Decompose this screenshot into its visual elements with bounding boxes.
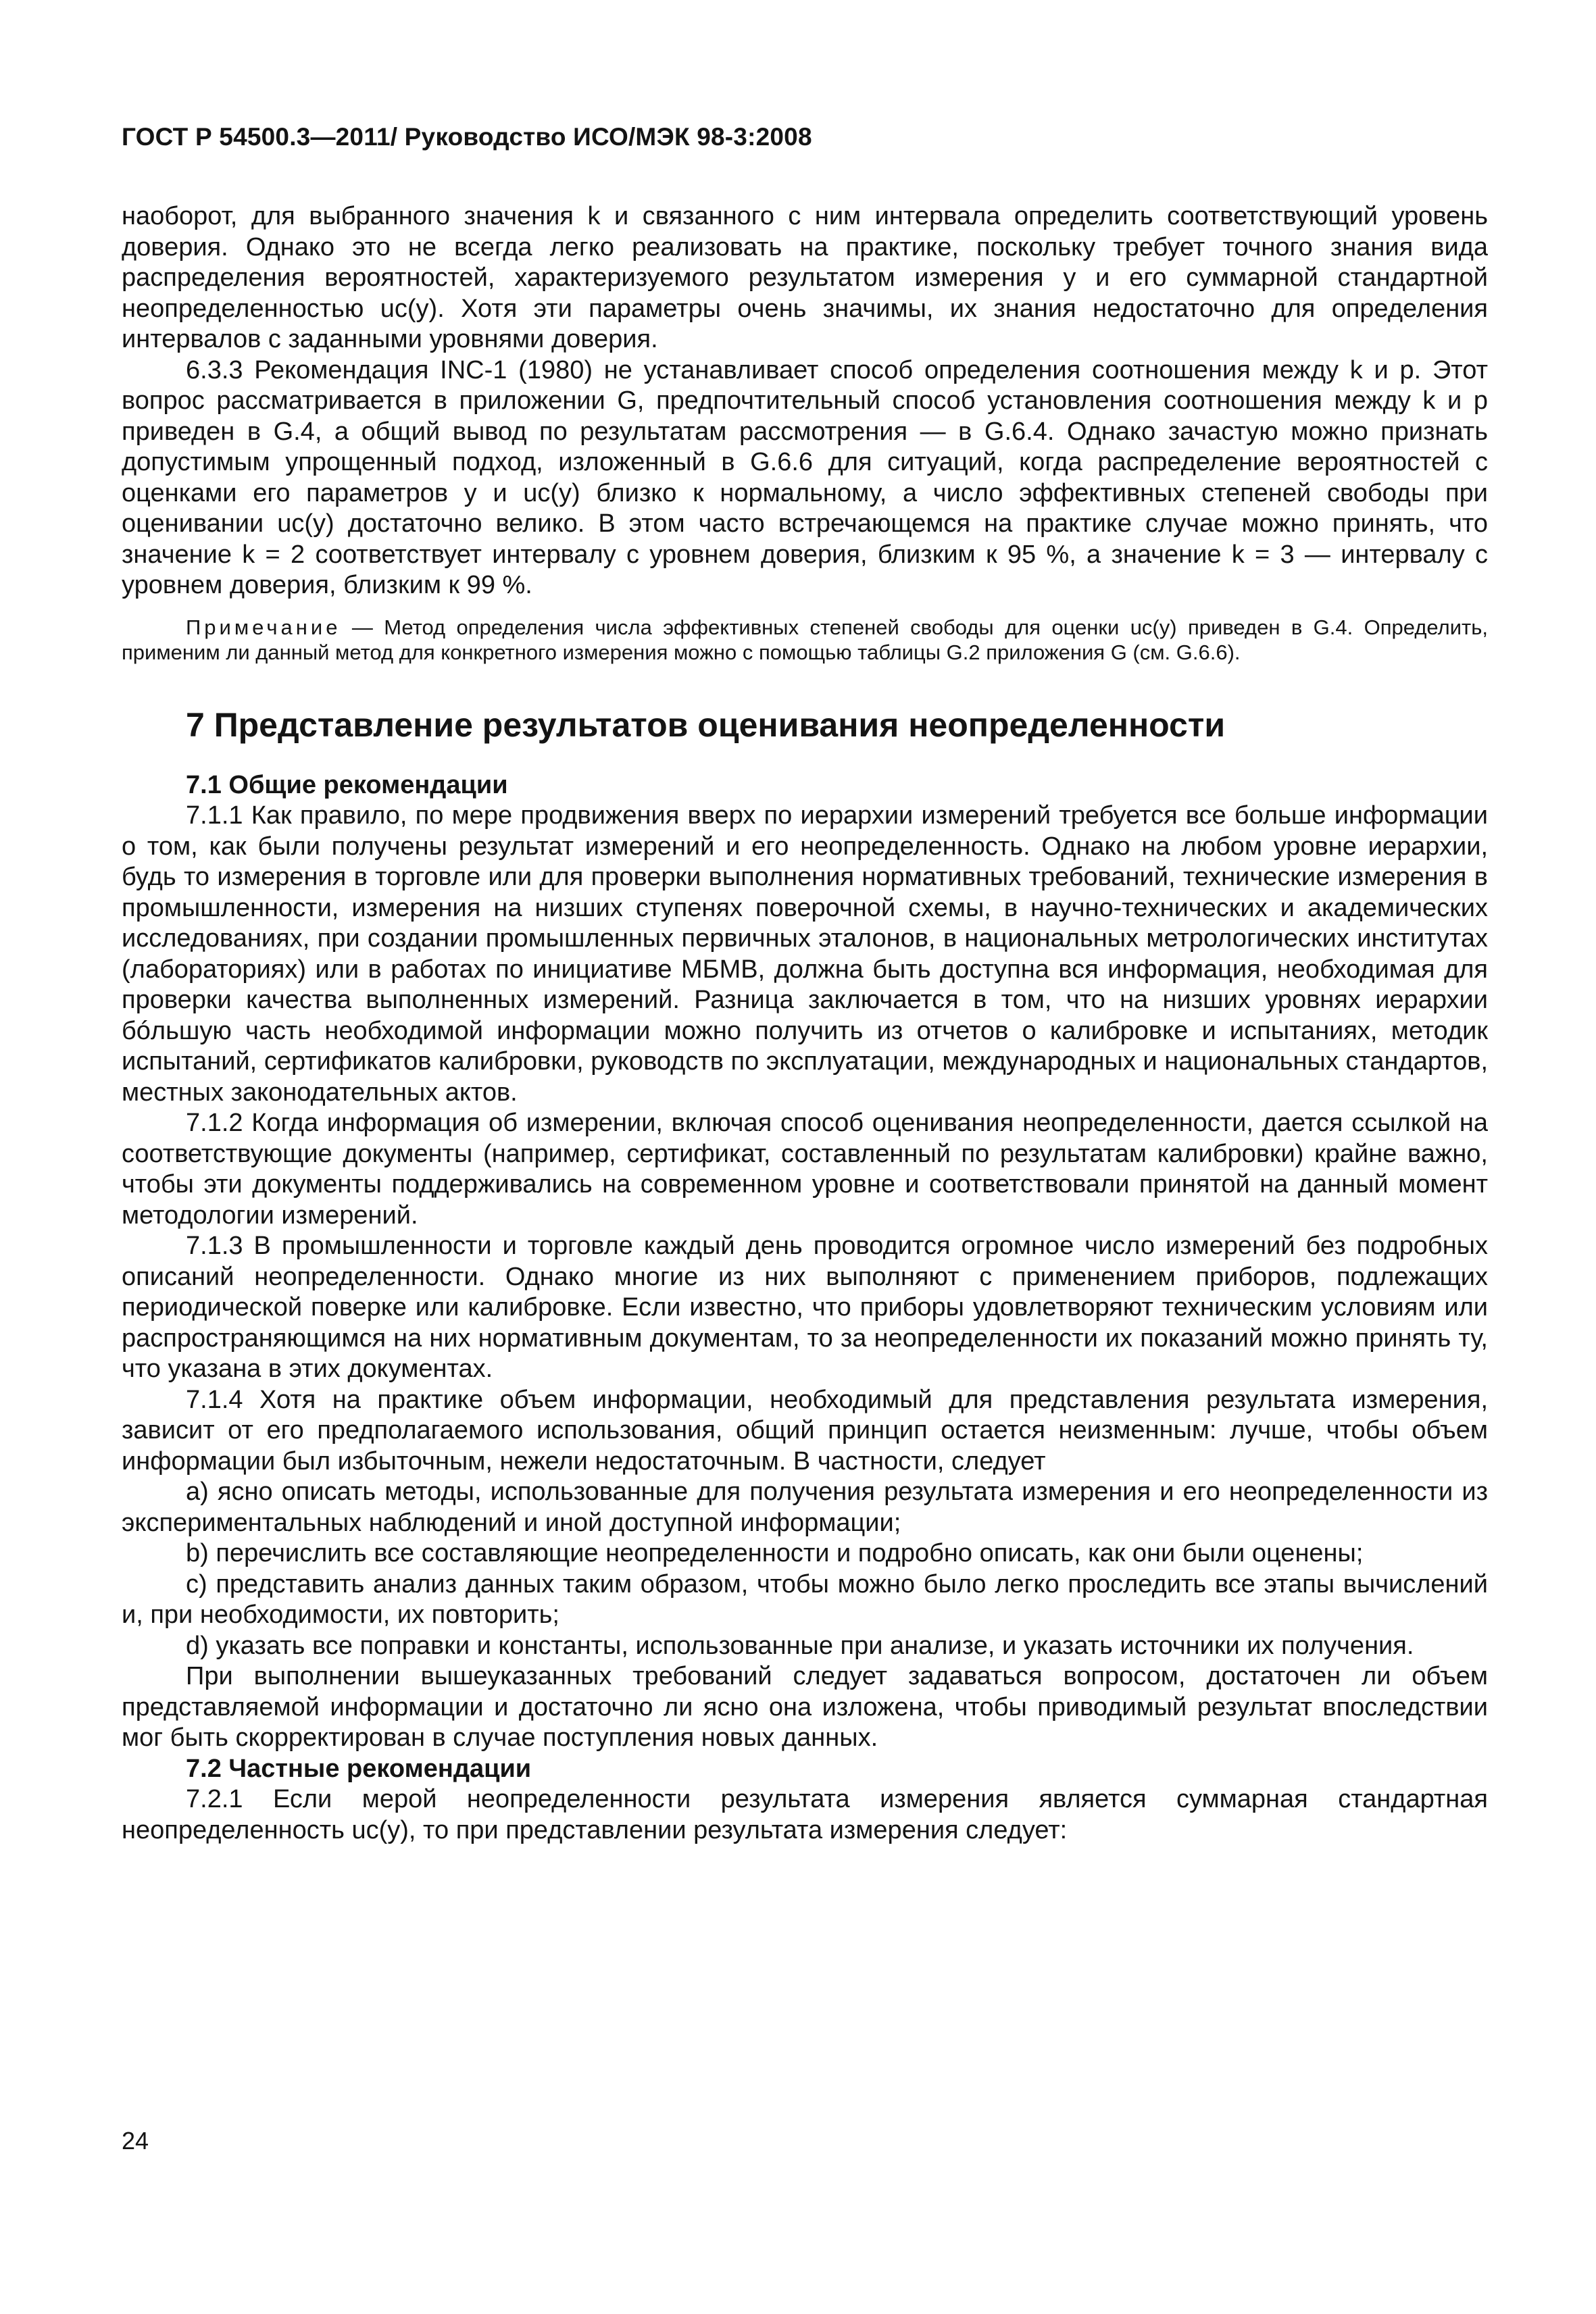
paragraph-requirements: При выполнении вышеуказанных требований следует задаваться вопросом, достаточен ли объем представляемой информации и достаточно ли ясно она изложена, чтобы приводимый результат впоследствии мог быть скорректирован в случае поступления новых данных.	[122, 1662, 1488, 1752]
page-number: 24	[122, 2127, 149, 2155]
paragraph-continuation: наоборот, для выбранного значения k и связанного с ним интервала определить соответствующий уровень доверия. Однако это не всегда легко реализовать на практике, поскольку требует точного знания вида распределения вероятностей, характеризуемого результатом измерения y и его суммарной стандартной неопределенностью uc(y). Хотя эти параметры очень значимы, их знания недостаточно для определения интервалов с заданными уровнями доверия.	[122, 202, 1488, 353]
list-item-b: b) перечислить все составляющие неопределенности и подробно описать, как они были оценены;	[186, 1539, 1364, 1567]
list-item-d: d) указать все поправки и константы, использованные при анализе, и указать источники их получения.	[186, 1631, 1414, 1660]
paragraph-7-1-1: 7.1.1 Как правило, по мере продвижения вверх по иерархии измерений требуется все больше информации о том, как были получены результат измерений и его неопределенность. Однако на любом уровне иерархии, будь то измерения в торговле или для проверки выполнения нормативных требований, технические измерения в промышленности, измерения на низших ступенях поверочной схемы, в научно-технических и академических исследованиях, при создании промышленных первичных эталонов, в национальных метрологических институтах (лабораториях) или в работах по инициативе МБМВ, должна быть доступна вся информация, необходимая для проверки качества выполненных измерений. Разница заключается в том, что на низших уровнях иерархии бóльшую часть необходимой информации можно получить из отчетов о калибровке и испытаниях, методик испытаний, сертификатов калибровки, руководств по эксплуатации, международных и национальных стандартов, местных законодательных актов.	[122, 801, 1488, 1107]
list-item-a: a) ясно описать методы, использованные для получения результата измерения и его неопределенности из экспериментальных наблюдений и иной доступной информации;	[122, 1478, 1488, 1537]
subsection-7-1-heading: 7.1 Общие рекомендации	[186, 770, 508, 799]
subsection-7-2-heading: 7.2 Частные рекомендации	[186, 1754, 532, 1783]
paragraph-7-1-3: 7.1.3 В промышленности и торговле каждый день проводится огромное число измерений без подробных описаний неопределенности. Однако многие из них выполняют с применением приборов, подлежащих периодической поверке или калибровке. Если известно, что приборы удовлетворяют техническим условиям или распространяющимся на них нормативным документам, то за неопределенности их показаний можно принять ту, что указана в этих документах.	[122, 1232, 1488, 1383]
paragraph-6-3-3: 6.3.3 Рекомендация INC-1 (1980) не устанавливает способ определения соотношения между k и p. Этот вопрос рассматривается в приложении G, предпочтительный способ установления соотношения между k и p приведен в G.4, а общий вывод по результатам рассмотрения — в G.6.4. Однако зачастую можно признать допустимым упрощенный подход, изложенный в G.6.6 для ситуаций, когда распределение вероятностей с оценками его параметров y и uc(y) близко к нормальному, а число эффективных степеней свободы при оценивании uc(y) достаточно велико. В этом часто встречающемся на практике случае можно принять, что значение k = 2 соответствует интервалу с уровнем доверия, близким к 95 %, а значение k = 3 — интервалу с уровнем доверия, близким к 99 %.	[122, 355, 1488, 599]
paragraph-7-2-1: 7.2.1 Если мерой неопределенности результата измерения является суммарная стандартная неопределенность uc(y), то при представлении результата измерения следует:	[122, 1785, 1488, 1844]
note	[122, 615, 1488, 665]
list-item-c: c) представить анализ данных таким образом, чтобы можно было легко проследить все этапы вычислений и, при необходимости, их повторить;	[122, 1569, 1488, 1629]
document-page	[122, 0, 1488, 2314]
note-label: Примечание	[186, 615, 341, 639]
page-content	[122, 201, 1488, 1846]
paragraph-7-1-2: 7.1.2 Когда информация об измерении, включая способ оценивания неопределенности, дается ссылкой на соответствующие документы (например, сертификат, составленный по результатам калибровки) крайне важно, чтобы эти документы поддерживались на современном уровне и соответствовали принятой на данный момент методологии измерений.	[122, 1109, 1488, 1230]
paragraph-7-1-4: 7.1.4 Хотя на практике объем информации, необходимый для представления результата измерения, зависит от его предполагаемого использования, общий принцип остается неизменным: лучше, чтобы объем информации был избыточным, нежели недостаточным. В частности, следует	[122, 1385, 1488, 1476]
section-7-heading: 7 Представление результатов оценивания неопределенности	[186, 705, 1226, 744]
page-header: ГОСТ Р 54500.3—2011/ Руководство ИСО/МЭК 98-3:2008	[122, 123, 812, 151]
note-text: — Метод определения числа эффективных степеней свободы для оценки uc(y) приведен в G.4. Определить, применим ли данный метод для конкретного измерения можно с помощью таблицы G.2 приложения G (см. G.6.6).	[122, 615, 1488, 664]
